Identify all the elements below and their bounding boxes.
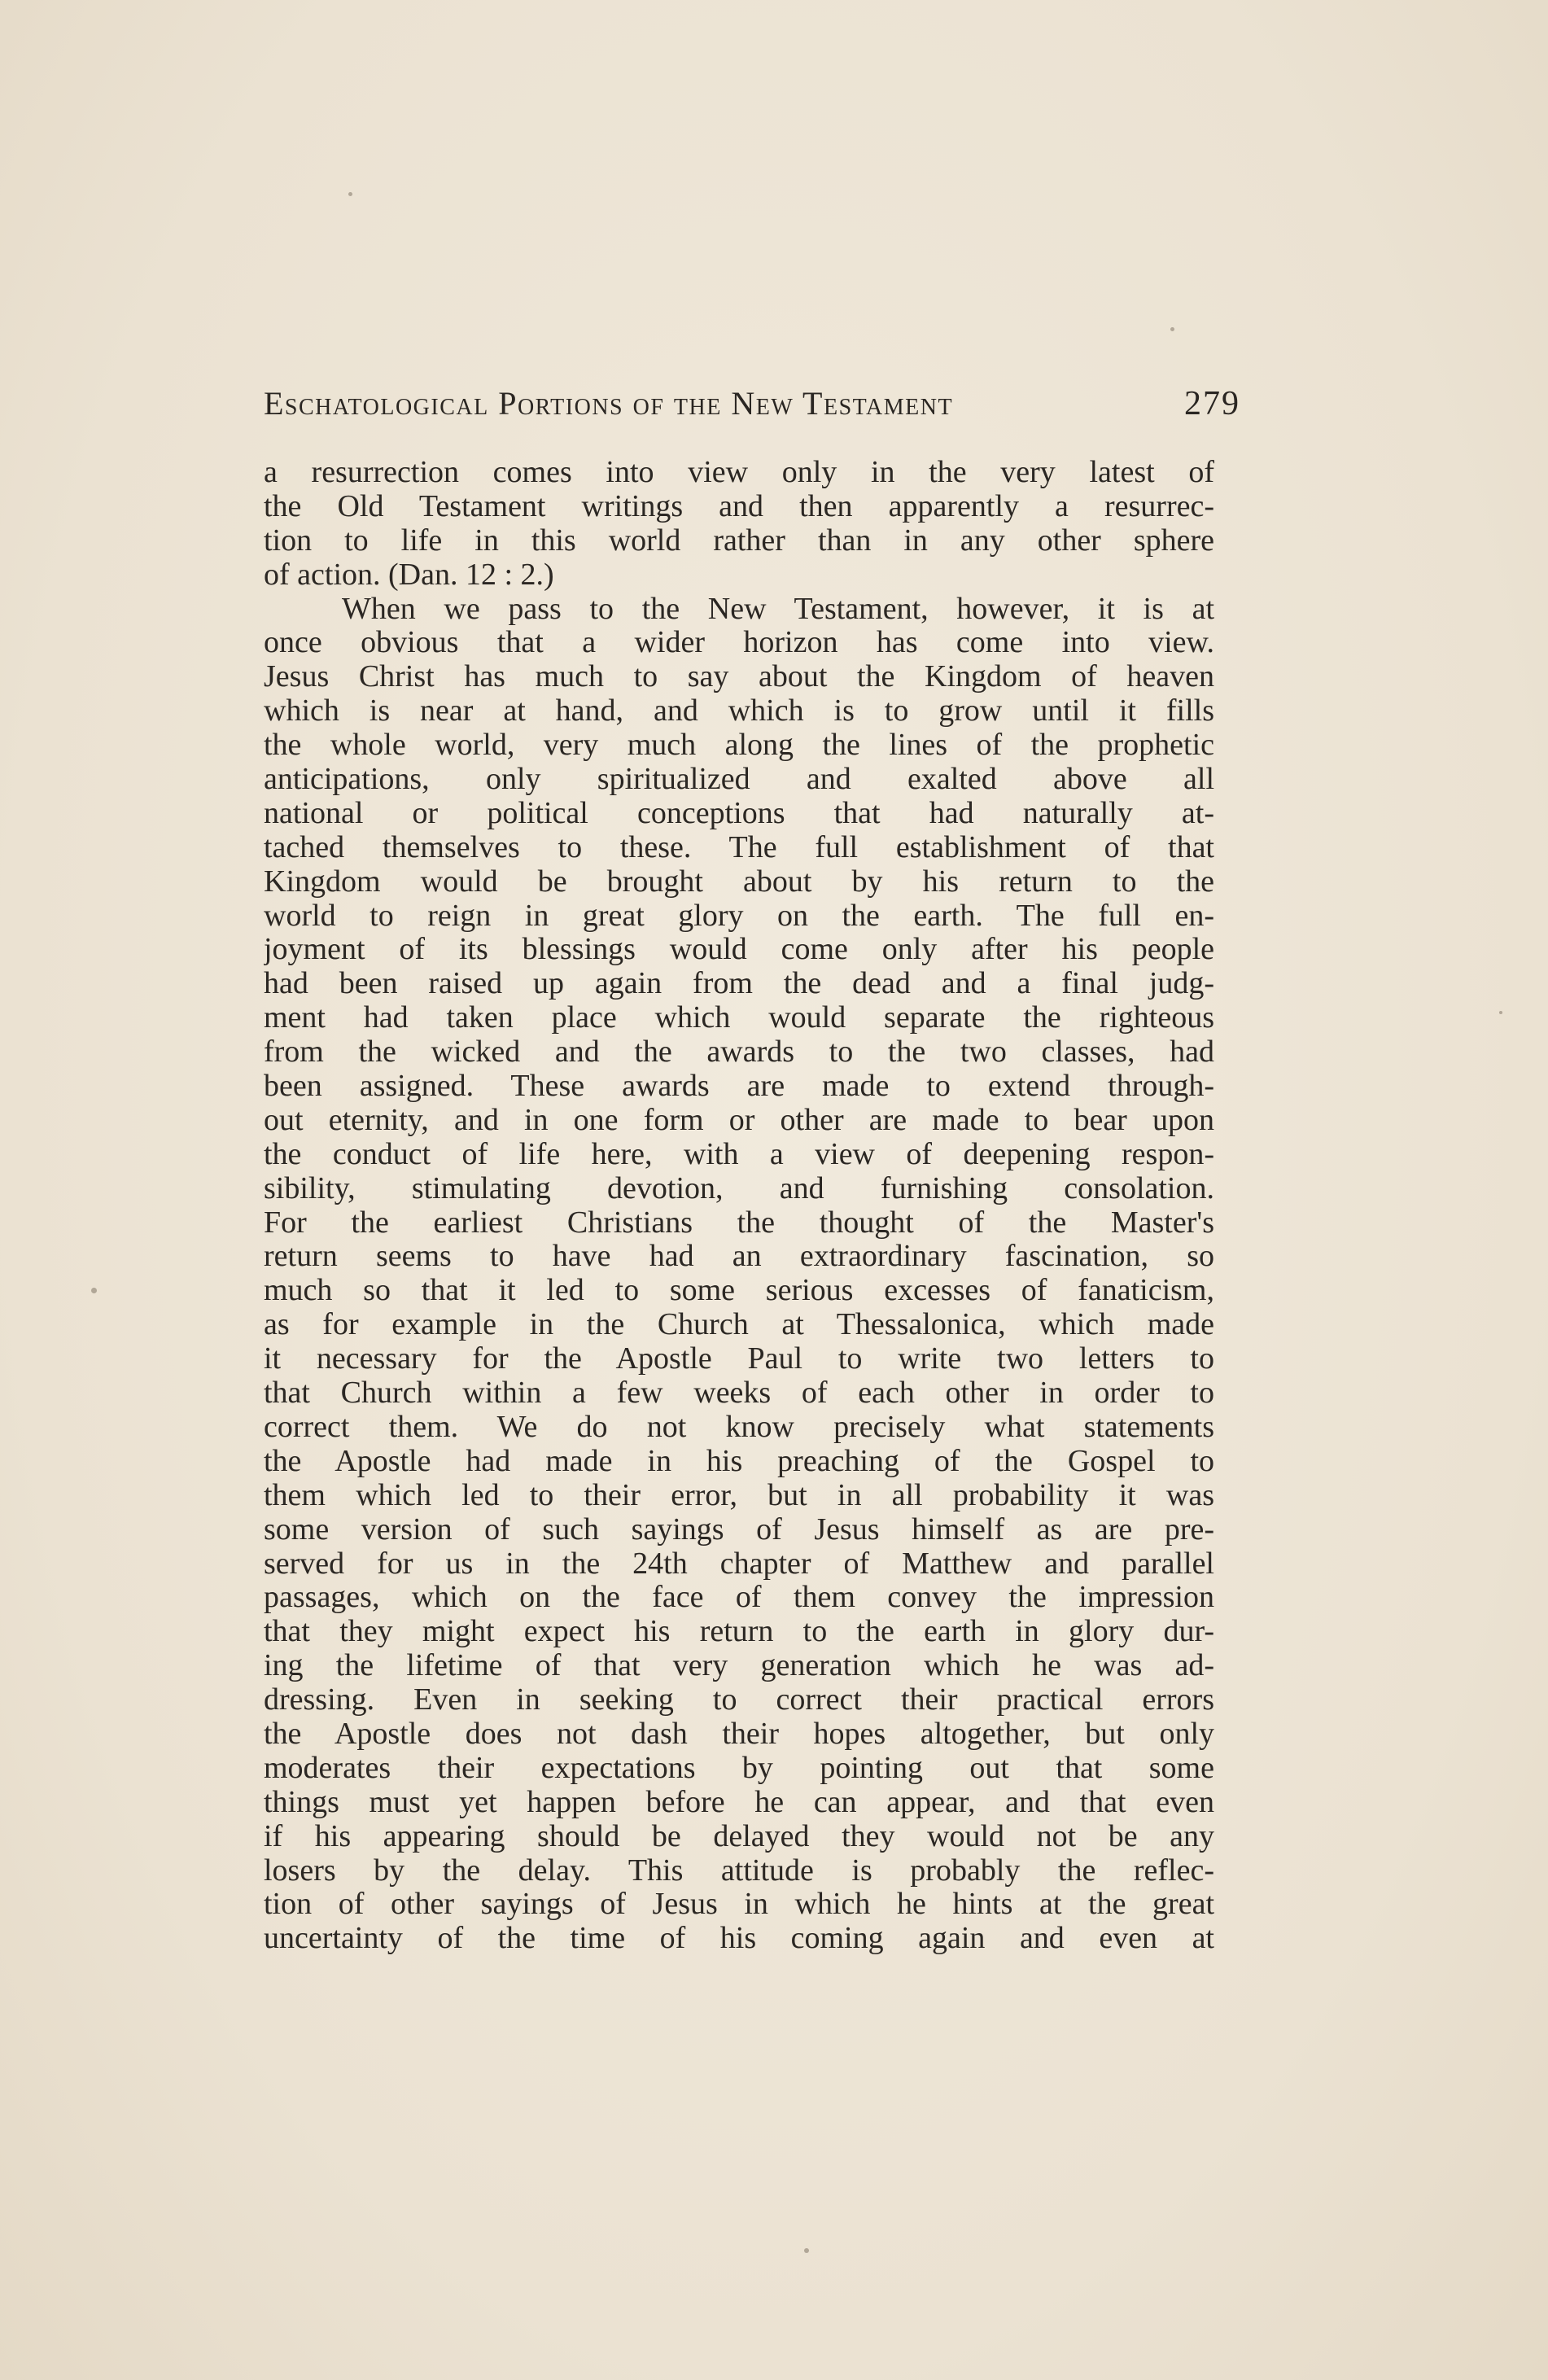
text-line: return seems to have had an extraordinary fascination, so — [264, 1240, 1214, 1274]
text-line: losers by the delay. This attitude is probably the reflec- — [264, 1853, 1214, 1888]
body-text — [264, 456, 1214, 1956]
text-line: joyment of its blessings would come only after his people — [264, 933, 1214, 967]
text-line: served for us in the 24th chapter of Matthew and parallel — [264, 1547, 1214, 1581]
page-header — [264, 384, 1240, 441]
paper-speck — [1499, 1011, 1502, 1014]
paper-speck — [91, 1288, 97, 1293]
text-line: anticipations, only spiritualized and exalted above all — [264, 763, 1214, 797]
paper-speck — [804, 2248, 809, 2253]
running-head: Eschatological Portions of the New Testament — [264, 385, 954, 422]
text-line: ing the lifetime of that very generation which he was ad- — [264, 1649, 1214, 1683]
text-line: tion to life in this world rather than in any other sphere — [264, 523, 1214, 558]
text-line: When we pass to the New Testament, however, it is at — [342, 592, 1214, 626]
text-line: things must yet happen before he can appear, and that even — [264, 1785, 1214, 1819]
text-line: once obvious that a wider horizon has come into view. — [264, 626, 1214, 660]
text-line: that they might expect his return to the earth in glory dur- — [264, 1615, 1214, 1649]
text-line: as for example in the Church at Thessalonica, which made — [264, 1308, 1214, 1342]
paper-speck — [348, 192, 352, 196]
text-line: it necessary for the Apostle Paul to write two letters to — [264, 1342, 1214, 1376]
text-line: from the wicked and the awards to the two classes, had — [264, 1035, 1214, 1070]
text-line: tached themselves to these. The full establishment of that — [264, 830, 1214, 864]
text-line: For the earliest Christians the thought of the Master's — [264, 1205, 1214, 1240]
text-line: tion of other sayings of Jesus in which he hints at the great — [264, 1888, 1214, 1922]
text-line: of action. (Dan. 12 : 2.) — [264, 558, 554, 592]
text-line: dressing. Even in seeking to correct their practical errors — [264, 1683, 1214, 1717]
text-line: them which led to their error, but in all probability it was — [264, 1478, 1214, 1512]
text-line: that Church within a few weeks of each other in order to — [264, 1376, 1214, 1411]
text-line: some version of such sayings of Jesus himself as are pre- — [264, 1512, 1214, 1547]
page-number: 279 — [1184, 385, 1240, 422]
text-line: national or political conceptions that had naturally at- — [264, 796, 1214, 830]
text-line: the Old Testament writings and then apparently a resurrec- — [264, 489, 1214, 523]
text-line: the whole world, very much along the lines of the prophetic — [264, 728, 1214, 763]
text-line: Jesus Christ has much to say about the Kingdom of heaven — [264, 660, 1214, 694]
text-line: much so that it led to some serious excesses of fanaticism, — [264, 1274, 1214, 1308]
text-line: a resurrection comes into view only in the very latest of — [264, 456, 1214, 489]
text-line: been assigned. These awards are made to extend through- — [264, 1070, 1214, 1104]
text-line: out eternity, and in one form or other are made to bear upon — [264, 1103, 1214, 1137]
text-line: uncertainty of the time of his coming again and even at — [264, 1922, 1214, 1956]
text-line: world to reign in great glory on the earth. The full en- — [264, 899, 1214, 933]
text-line: had been raised up again from the dead and a final judg- — [264, 967, 1214, 1001]
text-line: passages, which on the face of them convey the impression — [264, 1581, 1214, 1615]
text-line: correct them. We do not know precisely what statements — [264, 1410, 1214, 1444]
text-line: moderates their expectations by pointing out that some — [264, 1751, 1214, 1785]
text-line: if his appearing should be delayed they would not be any — [264, 1819, 1214, 1853]
text-line: the Apostle had made in his preaching of the Gospel to — [264, 1444, 1214, 1478]
text-line: the conduct of life here, with a view of deepening respon- — [264, 1137, 1214, 1171]
text-line: sibility, stimulating devotion, and furnishing consolation. — [264, 1171, 1214, 1205]
text-line: the Apostle does not dash their hopes altogether, but only — [264, 1717, 1214, 1751]
text-line: ment had taken place which would separate the righteous — [264, 1001, 1214, 1035]
paper-speck — [1170, 327, 1174, 331]
text-line: Kingdom would be brought about by his return to the — [264, 864, 1214, 899]
text-line: which is near at hand, and which is to grow until it fills — [264, 694, 1214, 728]
